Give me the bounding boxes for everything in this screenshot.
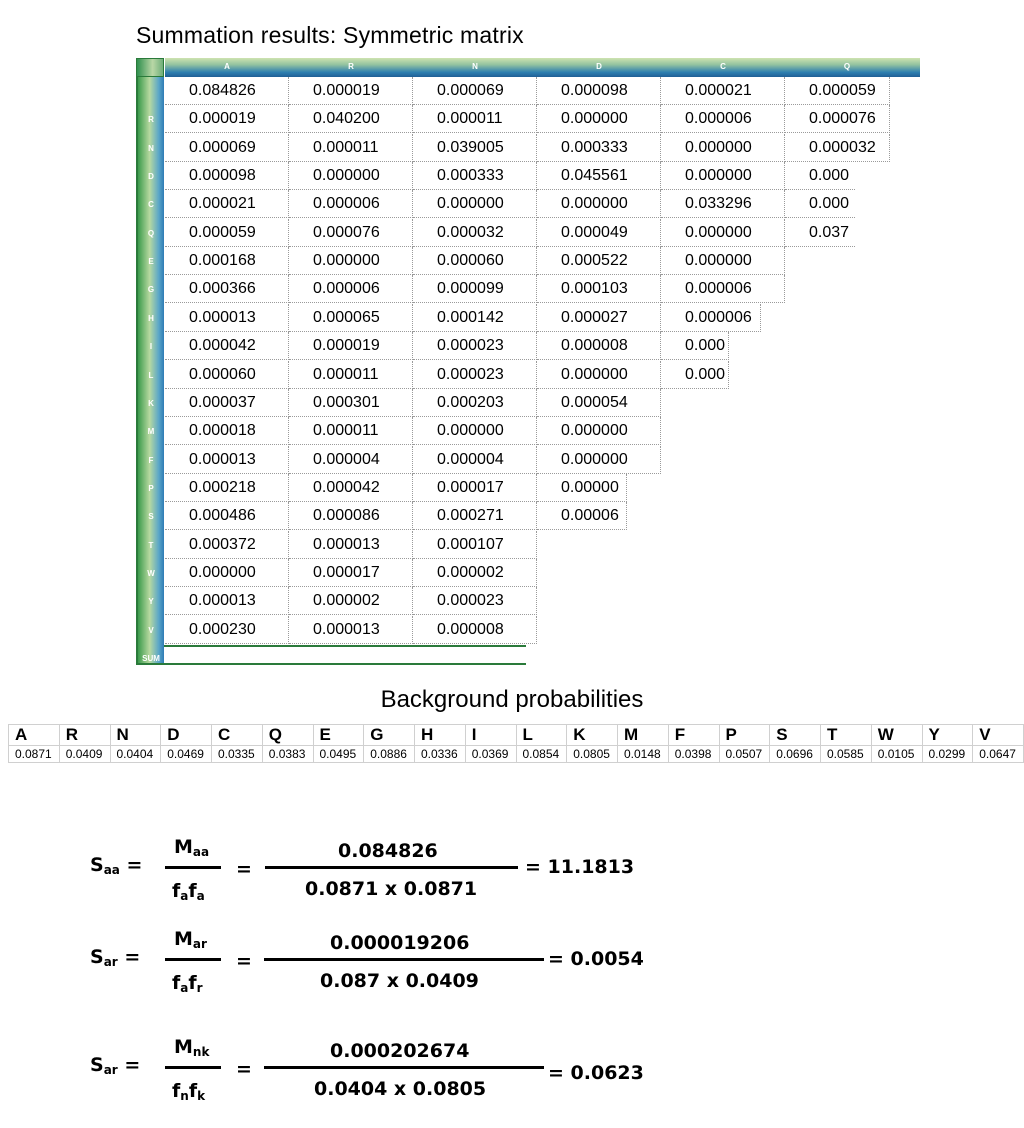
bg-letter-v: V: [973, 725, 1024, 746]
matrix-cell: 0.000019: [165, 105, 289, 133]
matrix-cell: 0.000013: [165, 446, 289, 474]
matrix-cell: 0.037: [785, 219, 855, 247]
matrix-cell: 0.000333: [413, 162, 537, 190]
matrix-cell: 0.000103: [537, 275, 661, 303]
formula-result: = 11.1813: [525, 856, 635, 878]
row-header-c: C: [148, 200, 154, 210]
matrix-cell: 0.000522: [537, 247, 661, 275]
formula-result: = 0.0054: [548, 948, 644, 970]
matrix-cell: 0.000054: [537, 389, 661, 417]
bg-value-d: 0.0469: [161, 746, 212, 763]
matrix-cell: 0.000011: [289, 134, 413, 162]
bg-value-w: 0.0105: [871, 746, 922, 763]
bg-value-t: 0.0585: [821, 746, 872, 763]
matrix-cell: 0.000006: [289, 275, 413, 303]
background-probabilities-table: [8, 724, 1024, 763]
matrix-cell: 0.000069: [165, 134, 289, 162]
formula-value-denominator: 0.0871 x 0.0871: [305, 878, 478, 900]
formula-value-denominator: 0.087 x 0.0409: [320, 970, 479, 992]
bg-letter-i: I: [465, 725, 516, 746]
bg-letter-y: Y: [922, 725, 973, 746]
row-header-p: P: [148, 483, 154, 493]
bg-letter-m: M: [618, 725, 669, 746]
bg-letter-p: P: [719, 725, 770, 746]
matrix-cell: 0.000099: [413, 275, 537, 303]
matrix-cell: 0.000021: [165, 190, 289, 218]
matrix-cell: 0.000037: [165, 389, 289, 417]
matrix-cell: 0.000000: [289, 162, 413, 190]
row-header-q: Q: [147, 228, 155, 238]
row-header-m: M: [147, 427, 155, 437]
matrix-cell: 0.000142: [413, 304, 537, 332]
formula-equals: =: [236, 858, 252, 880]
matrix-cell: 0.000000: [537, 361, 661, 389]
column-header-a: A: [224, 62, 230, 71]
matrix-cell: 0.000004: [413, 446, 537, 474]
matrix-cell: 0.000168: [165, 247, 289, 275]
bg-letter-d: D: [161, 725, 212, 746]
matrix-cell: 0.000000: [413, 190, 537, 218]
matrix-cell: 0.000008: [413, 616, 537, 644]
bg-letter-w: W: [871, 725, 922, 746]
matrix-cell: 0.000032: [413, 219, 537, 247]
matrix-title: Summation results: Symmetric matrix: [136, 22, 524, 48]
formula-lhs: $S_{ar}$ =: [90, 946, 141, 969]
bg-letter-k: K: [567, 725, 618, 746]
bg-value-m: 0.0148: [618, 746, 669, 763]
matrix-cell: 0.000000: [661, 247, 785, 275]
matrix-cell: 0.000: [661, 361, 729, 389]
sum-row: [164, 645, 526, 665]
matrix-cell: 0.000060: [413, 247, 537, 275]
formula-value-numerator: 0.000202674: [330, 1040, 470, 1062]
matrix-cell: 0.000: [661, 332, 729, 360]
bg-letter-n: N: [110, 725, 161, 746]
matrix-cell: 0.000019: [289, 332, 413, 360]
matrix-cell: 0.000042: [289, 474, 413, 502]
bg-letter-h: H: [415, 725, 466, 746]
row-header-v: V: [148, 625, 154, 635]
matrix-cell: 0.000000: [165, 559, 289, 587]
matrix-cell: 0.039005: [413, 134, 537, 162]
row-header-r: R: [148, 115, 154, 125]
column-header-r: R: [348, 62, 354, 71]
background-title: Background probabilities: [380, 686, 644, 713]
bg-value-e: 0.0495: [313, 746, 364, 763]
row-header-d: D: [148, 172, 154, 182]
bg-value-h: 0.0336: [415, 746, 466, 763]
bg-value-v: 0.0647: [973, 746, 1024, 763]
formula-result: = 0.0623: [548, 1062, 644, 1084]
row-header-l: L: [148, 370, 154, 380]
matrix-corner: [136, 58, 164, 77]
formula-lhs: $S_{ar}$ =: [90, 1054, 141, 1077]
matrix-cell: 0.000006: [661, 105, 785, 133]
bg-letter-g: G: [364, 725, 415, 746]
bg-letter-c: C: [212, 725, 263, 746]
column-header-d: D: [596, 62, 602, 71]
formula-denominator: $f_af_a$: [172, 880, 205, 903]
matrix-cell: 0.000107: [413, 531, 537, 559]
matrix-cell: 0.000000: [413, 417, 537, 445]
bg-letter-t: T: [821, 725, 872, 746]
bg-value-r: 0.0409: [59, 746, 110, 763]
row-header-g: G: [147, 285, 155, 295]
formula-denominator: $f_af_r$: [172, 972, 203, 995]
formula-long-bar: [264, 1066, 544, 1069]
column-header-n: N: [472, 62, 478, 71]
matrix-cell: 0.000069: [413, 77, 537, 105]
matrix-cell: 0.000: [785, 162, 855, 190]
formula-equals: =: [236, 950, 252, 972]
row-header-n: N: [148, 143, 154, 153]
row-header-k: K: [148, 398, 154, 408]
matrix-cell: 0.000086: [289, 502, 413, 530]
matrix-cell: 0.000486: [165, 502, 289, 530]
matrix-cell: 0.000333: [537, 134, 661, 162]
formula-numerator: $M_{nk}$: [174, 1036, 210, 1059]
matrix-cell: 0.000000: [661, 162, 785, 190]
bg-value-l: 0.0854: [516, 746, 567, 763]
sum-row-bottom-border: [136, 663, 526, 665]
formula-short-bar: [165, 958, 221, 961]
row-header-y: Y: [148, 597, 154, 607]
formula-long-bar: [264, 958, 544, 961]
matrix-cell: 0.000023: [413, 587, 537, 615]
matrix-cell: 0.000059: [785, 77, 890, 105]
bg-value-n: 0.0404: [110, 746, 161, 763]
matrix-cell: 0.000000: [289, 247, 413, 275]
matrix-cell: 0.045561: [537, 162, 661, 190]
matrix-cell: 0.000004: [289, 446, 413, 474]
matrix-cell: 0.084826: [165, 77, 289, 105]
matrix-cell: 0.000000: [537, 190, 661, 218]
matrix-cell: 0.000013: [165, 304, 289, 332]
matrix-cell: 0.000013: [289, 531, 413, 559]
bg-value-a: 0.0871: [9, 746, 60, 763]
matrix-cell: 0.000065: [289, 304, 413, 332]
matrix-cell: 0.000006: [661, 304, 761, 332]
matrix-cell: 0.000000: [661, 219, 785, 247]
matrix-cell: 0.000006: [289, 190, 413, 218]
bg-value-y: 0.0299: [922, 746, 973, 763]
row-header-bar: [136, 77, 164, 665]
matrix-cell: 0.000059: [165, 219, 289, 247]
bg-value-k: 0.0805: [567, 746, 618, 763]
matrix-cell: 0.040200: [289, 105, 413, 133]
matrix-cell: 0.00000: [537, 474, 627, 502]
bg-value-p: 0.0507: [719, 746, 770, 763]
bg-letter-a: A: [9, 725, 60, 746]
matrix-cell: 0.000023: [413, 332, 537, 360]
matrix-cell: 0.000021: [661, 77, 785, 105]
bg-value-f: 0.0398: [668, 746, 719, 763]
matrix-cell: 0.000: [785, 190, 855, 218]
matrix-cell: 0.000013: [165, 587, 289, 615]
bg-letter-r: R: [59, 725, 110, 746]
matrix-cell: 0.000017: [289, 559, 413, 587]
row-header-t: T: [148, 540, 154, 550]
matrix-cell: 0.00006: [537, 502, 627, 530]
formula-value-denominator: 0.0404 x 0.0805: [314, 1078, 487, 1100]
formula-value-numerator: 0.000019206: [330, 932, 470, 954]
matrix-cell: 0.000301: [289, 389, 413, 417]
bg-letter-f: F: [668, 725, 719, 746]
matrix-cell: 0.000011: [413, 105, 537, 133]
bg-value-i: 0.0369: [465, 746, 516, 763]
matrix-cell: 0.000000: [537, 417, 661, 445]
matrix-cell: 0.000017: [413, 474, 537, 502]
matrix-cell: 0.000076: [289, 219, 413, 247]
matrix-cell: 0.000271: [413, 502, 537, 530]
formula-numerator: $M_{ar}$: [174, 928, 207, 951]
matrix-cell: 0.000013: [289, 616, 413, 644]
matrix-cell: 0.000006: [661, 275, 785, 303]
row-header-i: I: [149, 342, 153, 352]
matrix-cell: 0.000000: [661, 134, 785, 162]
formula-equals: =: [236, 1058, 252, 1080]
matrix-cell: 0.000372: [165, 531, 289, 559]
matrix-cell: 0.000008: [537, 332, 661, 360]
matrix-cell: 0.000000: [537, 446, 661, 474]
bg-letter-q: Q: [262, 725, 313, 746]
formula-short-bar: [165, 1066, 221, 1069]
matrix-cell: 0.000011: [289, 417, 413, 445]
bg-value-g: 0.0886: [364, 746, 415, 763]
matrix-cell: 0.000060: [165, 361, 289, 389]
bg-value-s: 0.0696: [770, 746, 821, 763]
matrix-cell: 0.000049: [537, 219, 661, 247]
bg-letter-l: L: [516, 725, 567, 746]
column-header-bar: [165, 58, 920, 77]
formula-denominator: $f_nf_k$: [172, 1080, 206, 1103]
row-header-s: S: [148, 512, 154, 522]
matrix-cell: 0.000032: [785, 134, 890, 162]
row-header-f: F: [148, 455, 154, 465]
matrix-cell: 0.000002: [413, 559, 537, 587]
row-header-w: W: [147, 568, 155, 578]
matrix-cell: 0.000098: [165, 162, 289, 190]
bg-letter-e: E: [313, 725, 364, 746]
column-header-c: C: [720, 62, 726, 71]
formula-short-bar: [165, 866, 221, 869]
matrix-cell: 0.000023: [413, 361, 537, 389]
matrix-cell: 0.000230: [165, 616, 289, 644]
bg-value-c: 0.0335: [212, 746, 263, 763]
matrix-cell: 0.000366: [165, 275, 289, 303]
bg-letter-s: S: [770, 725, 821, 746]
matrix-cell: 0.000098: [537, 77, 661, 105]
matrix-cell: 0.000018: [165, 417, 289, 445]
row-header-h: H: [148, 313, 154, 323]
column-header-q: Q: [843, 62, 851, 71]
formula-value-numerator: 0.084826: [338, 840, 438, 862]
matrix-cell: 0.000011: [289, 361, 413, 389]
matrix-cell: 0.000019: [289, 77, 413, 105]
formula-numerator: $M_{aa}$: [174, 836, 210, 859]
matrix-cell: 0.033296: [661, 190, 785, 218]
matrix-cell: 0.000002: [289, 587, 413, 615]
matrix-cell: 0.000076: [785, 105, 890, 133]
bg-value-q: 0.0383: [262, 746, 313, 763]
matrix-cell: 0.000042: [165, 332, 289, 360]
matrix-cell: 0.000000: [537, 105, 661, 133]
row-header-e: E: [148, 257, 154, 267]
formula-long-bar: [265, 866, 518, 869]
matrix-cell: 0.000027: [537, 304, 661, 332]
matrix-cell: 0.000218: [165, 474, 289, 502]
formula-lhs: $S_{aa}$ =: [90, 854, 143, 877]
matrix-cell: 0.000203: [413, 389, 537, 417]
row-header-sum: SUM: [142, 654, 160, 663]
